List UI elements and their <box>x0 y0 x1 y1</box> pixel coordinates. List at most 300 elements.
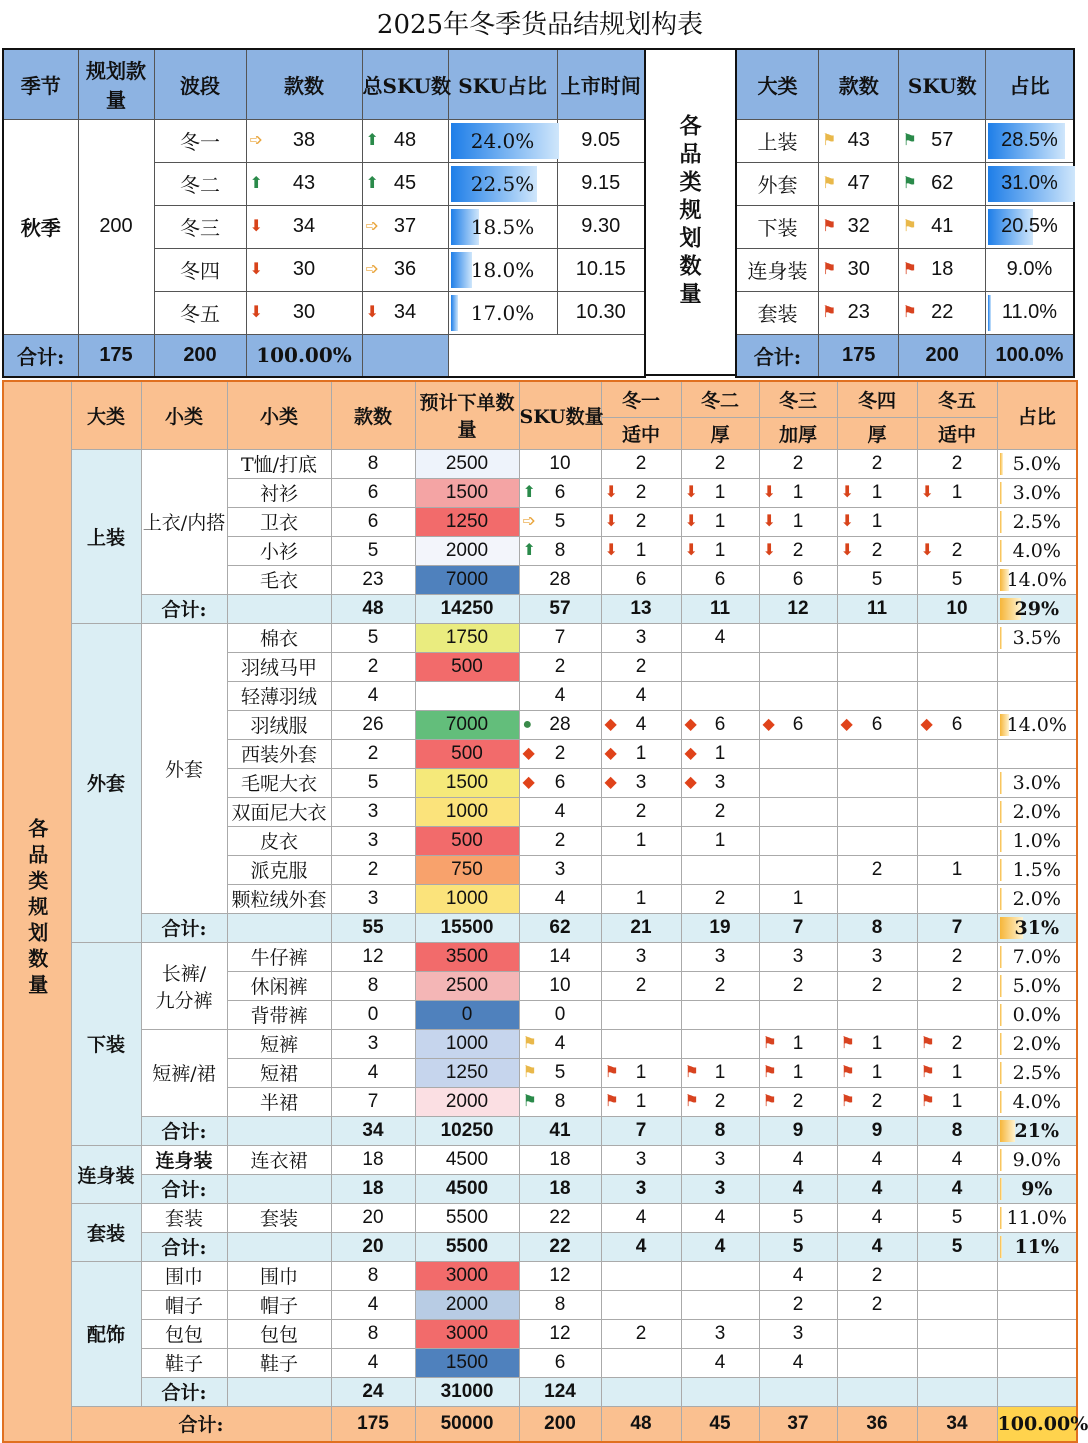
kuan-cell <box>818 205 898 248</box>
wave-cell-value: 6 <box>871 713 883 735</box>
pct-cell-value: 7.0% <box>1012 945 1061 968</box>
grand-wave <box>837 1406 917 1442</box>
subtotal-label-value: 合计: <box>161 1237 207 1259</box>
wave-cell-value: 5 <box>871 568 883 590</box>
item-row <box>3 449 1077 478</box>
kuan-cell <box>331 652 415 681</box>
item-name <box>227 1348 331 1377</box>
order-cell-value: 3000 <box>445 1322 489 1344</box>
wave-cell <box>759 449 837 478</box>
pct-cell-value: 9.0% <box>1012 1148 1061 1171</box>
kuan-cell-value: 4 <box>367 1351 379 1373</box>
wave-cell-value: 2 <box>635 1322 647 1344</box>
subtotal-label-value: 合计: <box>161 1179 207 1201</box>
kuan-cell <box>331 536 415 565</box>
pct-cell <box>997 1145 1077 1174</box>
item-name-value: 羽绒服 <box>250 715 308 737</box>
kuan-cell <box>331 826 415 855</box>
wave-cell <box>837 884 917 913</box>
header-w4 <box>837 381 917 417</box>
wave-cell-value: 3 <box>714 1177 726 1199</box>
kuan-cell <box>331 710 415 739</box>
arrow-down-icon: ⬇ <box>762 541 776 559</box>
wave-cell-value: 4 <box>871 1148 883 1170</box>
pct-cell-value: 5.0% <box>1012 452 1061 475</box>
pct-cell <box>997 942 1077 971</box>
pct-cell-value: 2.0% <box>1012 887 1061 910</box>
pct-cell <box>997 768 1077 797</box>
pct-cell-value: 3.0% <box>1012 771 1061 794</box>
wave-cell <box>837 623 917 652</box>
wave-cell-value: 2 <box>951 1032 963 1054</box>
arrow-down-icon: ⬇ <box>604 541 618 559</box>
wave-cell <box>837 826 917 855</box>
sku-cell-value: 37 <box>393 215 417 237</box>
wave-cell-value: 3 <box>635 771 647 793</box>
item-name-value: 牛仔裤 <box>250 947 308 969</box>
wave-cell <box>681 1174 759 1203</box>
order-cell-value: 750 <box>451 858 483 880</box>
kuan-cell-value: 34 <box>362 1119 384 1141</box>
item-name-value: 颗粒绒外套 <box>231 889 327 911</box>
kuan-cell-value: 8 <box>367 1264 379 1286</box>
order-cell-value: 7000 <box>445 713 489 735</box>
item-row <box>3 1261 1077 1290</box>
category-cell-value: 套装 <box>757 302 798 326</box>
kuan-cell <box>331 1087 415 1116</box>
wave-cell-value: 1 <box>714 742 726 764</box>
pct-cell-value: 11.0% <box>1001 301 1058 323</box>
wave-cell <box>917 1174 997 1203</box>
header-category <box>71 381 141 449</box>
order-cell-value: 1000 <box>445 800 489 822</box>
header-w3b-value: 加厚 <box>778 423 817 446</box>
flag-red-icon: ⚑ <box>920 1063 935 1081</box>
total-label-value: 合计: <box>753 344 802 369</box>
kuan-cell-value: 5 <box>367 539 379 561</box>
sku-cell <box>519 449 601 478</box>
order-cell <box>415 536 519 565</box>
kuan-cell <box>818 248 898 291</box>
pct-cell-value: 11% <box>1014 1235 1059 1258</box>
subtotal-label <box>141 1116 227 1145</box>
wave-cell <box>601 1232 681 1261</box>
item-name-value: 毛呢大衣 <box>240 773 317 795</box>
wave-cell <box>601 1290 681 1319</box>
header-sub2 <box>227 381 331 449</box>
kuan-cell <box>331 1145 415 1174</box>
flag-yellow-icon: ⚑ <box>902 217 917 235</box>
header-w2b <box>681 417 759 449</box>
kuan-cell <box>331 1319 415 1348</box>
side-label <box>3 381 71 1442</box>
diamond-icon: ◆ <box>684 715 697 733</box>
kuan-cell <box>818 291 898 334</box>
wave-cell <box>759 1203 837 1232</box>
sku-cell-value: 14 <box>549 945 571 967</box>
wave-cell <box>681 971 759 1000</box>
item-name <box>227 855 331 884</box>
wave-cell-value: 2 <box>951 452 963 474</box>
order-cell-value: 15500 <box>440 916 494 938</box>
order-cell-value: 2000 <box>445 1293 489 1315</box>
total-label <box>736 334 818 377</box>
header-pct-value: 占比 <box>1017 405 1056 428</box>
wave-cell <box>917 855 997 884</box>
data-bar <box>1000 772 1002 794</box>
wave-cell-value: 4 <box>635 1235 647 1257</box>
kuan-cell <box>331 449 415 478</box>
wave-cell-value: 5 <box>951 1206 963 1228</box>
wave-cell <box>601 1029 681 1058</box>
item-name <box>227 1203 331 1232</box>
wave-cell <box>759 652 837 681</box>
kuan-cell <box>246 248 362 291</box>
order-cell <box>415 913 519 942</box>
header-sku: 总SKU数 <box>362 49 448 119</box>
data-bar <box>1000 975 1002 997</box>
wave-cell <box>601 1348 681 1377</box>
sub-group-value: 连身装 <box>155 1150 213 1172</box>
category-cell-value: 上装 <box>757 130 798 154</box>
wave-cell <box>759 1087 837 1116</box>
header-kuan: 款数 <box>246 49 362 119</box>
grand-wave <box>917 1406 997 1442</box>
wave-cell <box>601 565 681 594</box>
data-bar <box>988 295 991 331</box>
wave-cell-value: 2 <box>871 974 883 996</box>
flag-red-icon: ⚑ <box>902 260 917 278</box>
item-name <box>227 507 331 536</box>
wave-cell-value: 13 <box>630 597 652 619</box>
total-pct <box>246 334 362 377</box>
wave-cell <box>681 1145 759 1174</box>
kuan-cell <box>331 1058 415 1087</box>
kuan-cell <box>246 162 362 205</box>
wave-cell <box>601 1174 681 1203</box>
category-cell-value: 外套 <box>757 173 798 197</box>
wave-cell-value: 1 <box>792 1032 804 1054</box>
item-name-value: 帽子 <box>259 1295 298 1317</box>
wave-cell <box>837 652 917 681</box>
wave-cell <box>917 1377 997 1406</box>
wave-cell <box>759 797 837 826</box>
pct-cell-value: 11.0% <box>1006 1206 1067 1229</box>
wave-cell <box>681 1348 759 1377</box>
sku-cell-value: 62 <box>549 916 571 938</box>
order-cell-value: 3000 <box>445 1264 489 1286</box>
item-name <box>227 942 331 971</box>
header-w5 <box>917 381 997 417</box>
item-name-value: 短裙 <box>259 1063 298 1085</box>
date-cell <box>557 162 645 205</box>
category-group-value: 上装 <box>86 526 125 549</box>
subtotal-blank <box>227 1377 331 1406</box>
wave-cell <box>681 884 759 913</box>
pct-cell-value: 21% <box>1014 1119 1059 1142</box>
sku-cell <box>519 797 601 826</box>
kuan-cell-value: 26 <box>362 713 384 735</box>
wave-cell <box>681 1116 759 1145</box>
wave-cell <box>837 681 917 710</box>
pct-cell <box>997 449 1077 478</box>
header-w2b-value: 厚 <box>710 423 730 446</box>
order-cell <box>415 1174 519 1203</box>
pct-cell <box>985 119 1074 162</box>
header-w1b <box>601 417 681 449</box>
wave-cell <box>917 507 997 536</box>
wave-cell <box>837 1145 917 1174</box>
wave-cell-value: 4 <box>714 1206 726 1228</box>
wave-cell <box>917 797 997 826</box>
wave-cell <box>837 1348 917 1377</box>
wave-cell-value: 2 <box>714 974 726 996</box>
kuan-cell-value: 30 <box>847 258 870 280</box>
sku-cell <box>519 1232 601 1261</box>
sku-cell-value: 124 <box>544 1380 576 1402</box>
item-name-value: 西装外套 <box>240 744 317 766</box>
wave-cell-value: 1 <box>635 539 647 561</box>
data-bar <box>1000 453 1003 475</box>
wave-cell-value: 冬三 <box>180 216 220 240</box>
item-name <box>227 971 331 1000</box>
order-cell-value: 1000 <box>445 887 489 909</box>
pct-cell <box>997 652 1077 681</box>
category-group <box>71 1203 141 1261</box>
wave-cell-value: 2 <box>871 1090 883 1112</box>
sku-cell-value: 57 <box>931 129 954 151</box>
item-name <box>227 565 331 594</box>
order-cell-value: 0 <box>461 1003 473 1025</box>
date-cell-value: 10.30 <box>575 301 626 323</box>
total-sku-value: 200 <box>183 343 217 366</box>
wave-cell <box>681 855 759 884</box>
order-cell-value: 1500 <box>445 1351 489 1373</box>
item-name <box>227 1000 331 1029</box>
season-cell-value: 秋季 <box>20 216 61 240</box>
wave-cell-value: 2 <box>635 800 647 822</box>
subtotal-label-value: 合计: <box>161 1121 207 1143</box>
flag-green-icon: ⚑ <box>902 131 917 149</box>
category-row <box>736 205 1074 248</box>
sku-cell <box>899 291 986 334</box>
kuan-cell <box>331 855 415 884</box>
wave-cell-value: 2 <box>871 452 883 474</box>
wave-cell <box>837 942 917 971</box>
pct-cell <box>997 1058 1077 1087</box>
wave-cell-value: 2 <box>951 974 963 996</box>
sub-group <box>141 449 227 594</box>
wave-cell <box>759 826 837 855</box>
wave-cell-value: 3 <box>792 1322 804 1344</box>
order-cell <box>415 1377 519 1406</box>
kuan-cell <box>246 291 362 334</box>
total-kuan <box>818 334 898 377</box>
wave-cell <box>917 1145 997 1174</box>
wave-cell <box>917 565 997 594</box>
kuan-cell-value: 2 <box>367 655 379 677</box>
item-name <box>227 884 331 913</box>
sku-cell-value: 36 <box>393 258 417 280</box>
wave-cell <box>759 1319 837 1348</box>
order-cell-value: 3500 <box>445 945 489 967</box>
wave-cell <box>759 1290 837 1319</box>
pct-cell <box>997 1348 1077 1377</box>
pct-cell-value: 5.0% <box>1012 974 1061 997</box>
subtotal-label <box>141 913 227 942</box>
pct-cell-value: 4.0% <box>1012 1090 1061 1113</box>
wave-cell <box>601 681 681 710</box>
sku-pct-cell <box>448 291 557 334</box>
subtotal-row <box>3 1377 1077 1406</box>
wave-cell <box>837 797 917 826</box>
sku-cell <box>519 1058 601 1087</box>
wave-cell <box>917 1232 997 1261</box>
wave-cell <box>601 884 681 913</box>
sub-group <box>141 1348 227 1377</box>
total-date <box>362 334 448 377</box>
wave-cell-value: 2 <box>635 452 647 474</box>
data-bar <box>1000 540 1002 562</box>
item-row <box>3 1319 1077 1348</box>
arrow-down-icon: ⬇ <box>249 303 263 321</box>
date-cell-value: 10.15 <box>575 258 626 280</box>
order-cell-value: 4500 <box>445 1148 489 1170</box>
sub-group-value: 包包 <box>164 1324 203 1346</box>
sub-group <box>141 1290 227 1319</box>
sku-cell <box>519 855 601 884</box>
kuan-cell <box>331 739 415 768</box>
order-cell-value: 500 <box>451 655 483 677</box>
data-bar <box>1000 1149 1002 1171</box>
order-cell-value: 2000 <box>445 1090 489 1112</box>
header-order <box>415 381 519 449</box>
wave-cell <box>601 1319 681 1348</box>
wave-cell-value: 2 <box>871 1264 883 1286</box>
data-bar <box>1000 482 1002 504</box>
wave-cell-value: 1 <box>871 510 883 532</box>
pct-cell <box>985 162 1074 205</box>
wave-cell-value: 12 <box>787 597 809 619</box>
flag-red-icon: ⚑ <box>902 303 917 321</box>
wave-cell-value: 冬一 <box>180 130 220 154</box>
sku-cell-value: 0 <box>554 1003 566 1025</box>
wave-cell <box>601 942 681 971</box>
item-name <box>227 1087 331 1116</box>
data-bar <box>1000 1236 1002 1258</box>
flag-red-icon: ⚑ <box>762 1063 777 1081</box>
order-cell <box>415 507 519 536</box>
order-cell <box>415 1058 519 1087</box>
date-cell <box>557 291 645 334</box>
kuan-cell <box>331 1377 415 1406</box>
pct-cell-value: 4.0% <box>1012 539 1061 562</box>
wave-cell <box>759 971 837 1000</box>
category-group-value: 套装 <box>86 1222 125 1245</box>
diamond-icon: ◆ <box>604 715 617 733</box>
data-bar <box>1000 627 1002 649</box>
wave-cell <box>837 855 917 884</box>
kuan-cell-value: 23 <box>847 301 870 323</box>
item-name-value: 毛衣 <box>259 570 298 592</box>
total-kuan-value: 175 <box>842 343 876 366</box>
wave-cell <box>154 248 246 291</box>
wave-cell <box>837 449 917 478</box>
subtotal-row <box>3 1174 1077 1203</box>
season-cell <box>3 119 78 334</box>
category-summary-table <box>735 48 1075 378</box>
wave-cell <box>917 1348 997 1377</box>
arrow-down-icon: ⬇ <box>604 512 618 530</box>
flag-red-icon: ⚑ <box>920 1092 935 1110</box>
wave-cell <box>917 1000 997 1029</box>
wave-cell-value: 4 <box>871 1177 883 1199</box>
subtotal-label-value: 合计: <box>161 599 207 621</box>
header-sku <box>519 381 604 449</box>
wave-cell <box>837 507 917 536</box>
wave-cell-value: 2 <box>714 887 726 909</box>
kuan-cell <box>246 119 362 162</box>
grand-wave-value: 48 <box>630 1412 652 1434</box>
data-bar <box>1000 801 1002 823</box>
order-cell <box>415 652 519 681</box>
kuan-cell <box>331 1232 415 1261</box>
item-name <box>227 681 331 710</box>
wave-cell-value: 6 <box>792 568 804 590</box>
sub-group <box>141 942 227 1029</box>
item-name-value: 羽绒马甲 <box>240 657 317 679</box>
wave-cell-value: 4 <box>792 1177 804 1199</box>
arrow-down-icon: ⬇ <box>684 483 698 501</box>
wave-cell-value: 7 <box>635 1119 647 1141</box>
wave-cell <box>759 855 837 884</box>
header-category-value: 大类 <box>86 405 125 428</box>
pct-cell <box>997 507 1077 536</box>
header-w2-value: 冬二 <box>700 389 739 412</box>
sku-cell <box>899 248 986 291</box>
kuan-cell <box>331 1029 415 1058</box>
arrow-down-icon: ⬇ <box>365 303 379 321</box>
wave-cell <box>759 1058 837 1087</box>
pct-cell <box>997 1116 1077 1145</box>
order-cell-value: 7000 <box>445 568 489 590</box>
sku-cell <box>519 739 601 768</box>
pct-cell <box>997 884 1077 913</box>
order-cell <box>415 623 519 652</box>
wave-cell <box>601 1145 681 1174</box>
wave-cell-value: 1 <box>871 481 883 503</box>
kuan-cell-value: 8 <box>367 974 379 996</box>
sub-group <box>141 1029 227 1116</box>
wave-cell-value: 11 <box>709 597 731 619</box>
order-cell-value: 1500 <box>445 771 489 793</box>
sub-group-value: 套装 <box>164 1208 203 1230</box>
item-row <box>3 623 1077 652</box>
date-cell <box>557 248 645 291</box>
subtotal-label <box>141 1174 227 1203</box>
wave-cell <box>759 942 837 971</box>
header-sub-value: 小类 <box>164 405 203 428</box>
wave-cell-value: 5 <box>792 1206 804 1228</box>
sku-cell-value: 18 <box>931 258 954 280</box>
pct-cell <box>997 536 1077 565</box>
wave-cell-value: 冬四 <box>180 259 220 283</box>
order-cell <box>415 1261 519 1290</box>
wave-cell <box>601 652 681 681</box>
sku-cell <box>519 1174 601 1203</box>
wave-cell-value: 2 <box>635 655 647 677</box>
wave-cell <box>681 1203 759 1232</box>
